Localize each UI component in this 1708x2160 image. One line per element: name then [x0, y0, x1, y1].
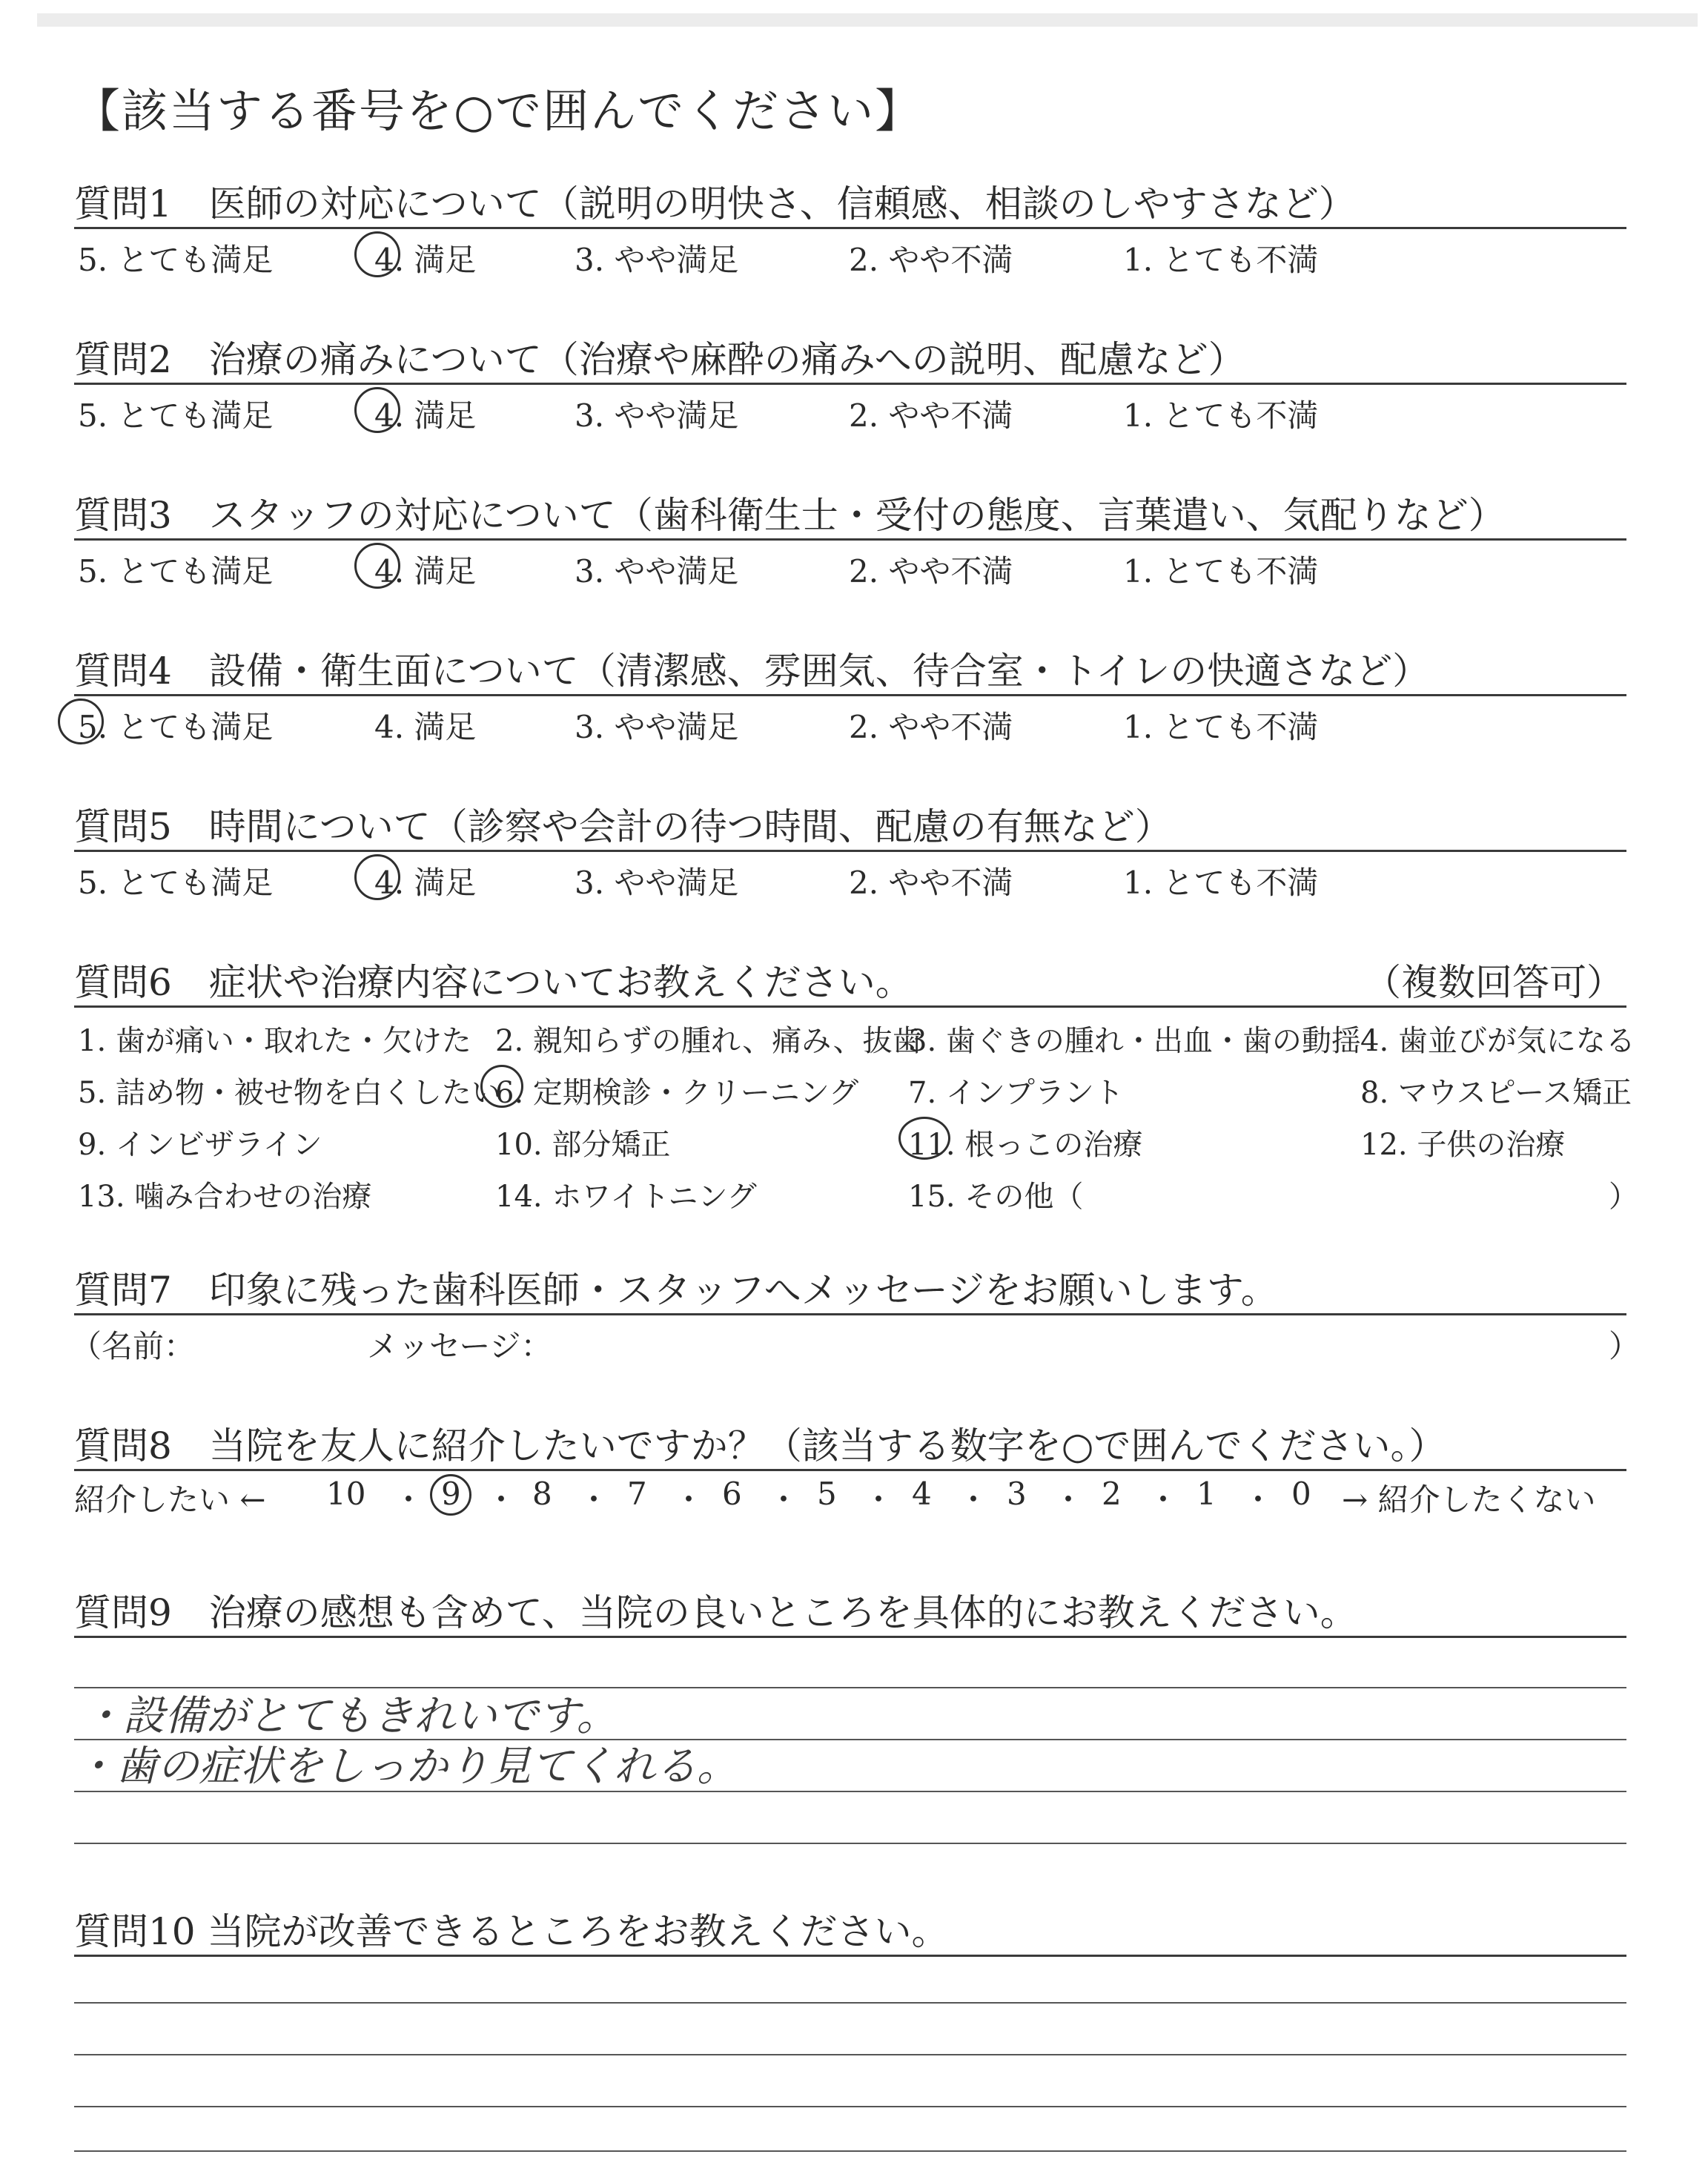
q3-title: 質問3 スタッフの対応について（歯科衛生士・受付の態度、言葉遣い、気配りなど）	[74, 494, 1506, 537]
q6-option-7[interactable]: 7. インプラント	[908, 1076, 1124, 1110]
q5-title: 質問5 時間について（診察や会計の待つ時間、配慮の有無など）	[74, 805, 1172, 848]
q8-scale-dot: ・	[673, 1482, 705, 1518]
q1-option-1[interactable]: 1. とても不満	[1123, 242, 1319, 278]
q8-scale-5[interactable]: 5	[817, 1476, 837, 1512]
q8-answer-circle	[430, 1474, 471, 1516]
q6-option-5[interactable]: 5. 詰め物・被せ物を白くしたい	[78, 1076, 501, 1110]
q3-answer-circle	[354, 543, 400, 589]
q6-option-9[interactable]: 9. インビザライン	[78, 1128, 322, 1162]
q3-option-5[interactable]: 5. とても満足	[78, 553, 274, 589]
q5-option-3[interactable]: 3. やや満足	[575, 865, 739, 901]
q2-rule	[74, 383, 1626, 385]
q8-scale-8[interactable]: 8	[532, 1476, 552, 1512]
q4-option-5[interactable]: 5. とても満足	[78, 709, 274, 745]
q1-title: 質問1 医師の対応について（説明の明快さ、信頼感、相談のしやすさなど）	[74, 182, 1356, 225]
q6-option-11[interactable]: 11. 根っこの治療	[908, 1128, 1143, 1162]
q2-option-3[interactable]: 3. やや満足	[575, 397, 739, 434]
q9-rule	[74, 1636, 1626, 1638]
q8-scale-0[interactable]: 0	[1291, 1476, 1311, 1512]
scan-edge	[37, 13, 1698, 27]
page-title: 【該当する番号を○で囲んでください】	[74, 84, 923, 138]
q8-scale-2[interactable]: 2	[1102, 1476, 1122, 1512]
q1-option-5[interactable]: 5. とても満足	[78, 242, 274, 278]
q2-option-2[interactable]: 2. やや不満	[849, 397, 1013, 434]
q5-option-4[interactable]: 4. 満足	[374, 865, 477, 901]
q10-title: 質問10 当院が改善できるところをお教えください。	[74, 1910, 949, 1953]
q5-rule	[74, 850, 1626, 852]
q1-rule	[74, 227, 1626, 229]
q7-message-label: メッセージ：	[367, 1328, 552, 1364]
q10-rule	[74, 1955, 1626, 1957]
q5-answer-circle	[354, 854, 400, 900]
q6-option-4[interactable]: 4. 歯並びが気になる	[1360, 1024, 1635, 1058]
q8-scale-10[interactable]: 10	[326, 1476, 366, 1512]
q2-option-4[interactable]: 4. 満足	[374, 397, 477, 434]
q7-close-paren: ）	[1609, 1328, 1641, 1364]
q6-title: 質問6 症状や治療内容についてお教えください。	[74, 961, 913, 1004]
q8-scale-6[interactable]: 6	[722, 1476, 742, 1512]
q4-answer-circle	[58, 698, 104, 744]
q8-scale-dot: ・	[1242, 1482, 1274, 1518]
q2-option-5[interactable]: 5. とても満足	[78, 397, 274, 434]
q8-scale-dot: ・	[486, 1482, 517, 1518]
q9-answer-1: ・設備がとてもきれいです。	[82, 1692, 618, 1740]
q10-answer-line	[74, 2150, 1626, 2152]
q6-option-1[interactable]: 1. 歯が痛い・取れた・欠けた	[78, 1024, 471, 1058]
q10-answer-line	[74, 2106, 1626, 2107]
q4-title: 質問4 設備・衛生面について（清潔感、雰囲気、待合室・トイレの快適さなど）	[74, 650, 1430, 693]
q8-title: 質問8 当院を友人に紹介したいですか？（該当する数字を○で囲んでください。）	[74, 1424, 1446, 1467]
q4-option-2[interactable]: 2. やや不満	[849, 709, 1013, 745]
q6-option-8[interactable]: 8. マウスピース矯正	[1360, 1076, 1632, 1110]
q8-scale-1[interactable]: 1	[1196, 1476, 1217, 1512]
q8-scale-9[interactable]: 9	[441, 1476, 461, 1512]
q6-option-2[interactable]: 2. 親知らずの腫れ、痛み、抜歯	[495, 1024, 922, 1058]
q5-option-5[interactable]: 5. とても満足	[78, 865, 274, 901]
q6-option-3[interactable]: 3. 歯ぐきの腫れ・出血・歯の動揺	[908, 1024, 1361, 1058]
q4-option-1[interactable]: 1. とても不満	[1123, 709, 1319, 745]
q3-option-2[interactable]: 2. やや不満	[849, 553, 1013, 589]
q1-option-3[interactable]: 3. やや満足	[575, 242, 739, 278]
q6-other-close: ）	[1609, 1180, 1638, 1214]
q4-option-3[interactable]: 3. やや満足	[575, 709, 739, 745]
q8-scale-dot: ・	[578, 1482, 610, 1518]
q1-option-2[interactable]: 2. やや不満	[849, 242, 1013, 278]
q8-scale-dot: ・	[863, 1482, 895, 1518]
q8-scale-dot: ・	[1053, 1482, 1085, 1518]
q7-rule	[74, 1313, 1626, 1315]
q10-answer-line	[74, 2002, 1626, 2004]
q5-option-1[interactable]: 1. とても不満	[1123, 865, 1319, 901]
q10-answer-line	[74, 2054, 1626, 2055]
q6-multiple-note: （複数回答可）	[1364, 961, 1623, 1004]
q9-answer-2: ・歯の症状をしっかり見てくれる。	[74, 1743, 738, 1791]
q8-scale-dot: ・	[768, 1482, 800, 1518]
q8-scale-3[interactable]: 3	[1007, 1476, 1027, 1512]
q2-option-1[interactable]: 1. とても不満	[1123, 397, 1319, 434]
q7-name-label: （名前：	[70, 1328, 196, 1364]
q4-option-4[interactable]: 4. 満足	[374, 709, 477, 745]
q8-left-label: 紹介したい ←	[74, 1482, 266, 1518]
q6-answer-circle-11	[898, 1117, 950, 1160]
q7-title: 質問7 印象に残った歯科医師・スタッフへメッセージをお願いします。	[74, 1269, 1278, 1312]
q6-option-12[interactable]: 12. 子供の治療	[1360, 1128, 1566, 1162]
q6-answer-circle-6	[480, 1065, 523, 1108]
q1-option-4[interactable]: 4. 満足	[374, 242, 477, 278]
q8-scale-7[interactable]: 7	[627, 1476, 647, 1512]
q6-option-10[interactable]: 10. 部分矯正	[495, 1128, 671, 1162]
q6-option-6[interactable]: 6. 定期検診・クリーニング	[495, 1076, 859, 1110]
q3-option-3[interactable]: 3. やや満足	[575, 553, 739, 589]
q6-option-15[interactable]: 15. その他（	[908, 1180, 1084, 1214]
q3-rule	[74, 538, 1626, 541]
q4-rule	[74, 694, 1626, 696]
q8-right-label: → 紹介したくない	[1342, 1482, 1596, 1518]
q2-answer-circle	[354, 387, 400, 433]
q1-answer-circle	[354, 231, 400, 277]
q3-option-1[interactable]: 1. とても不満	[1123, 553, 1319, 589]
q8-scale-dot: ・	[1148, 1482, 1179, 1518]
q9-title: 質問9 治療の感想も含めて、当院の良いところを具体的にお教えください。	[74, 1591, 1357, 1634]
q6-option-13[interactable]: 13. 噛み合わせの治療	[78, 1180, 372, 1214]
q9-answer-line	[74, 1843, 1626, 1844]
q8-scale-dot: ・	[958, 1482, 990, 1518]
q8-rule	[74, 1469, 1626, 1471]
q6-rule	[74, 1005, 1626, 1008]
q6-option-14[interactable]: 14. ホワイトニング	[495, 1180, 757, 1214]
q5-option-2[interactable]: 2. やや不満	[849, 865, 1013, 901]
q8-scale-4[interactable]: 4	[912, 1476, 932, 1512]
q8-scale-dot: ・	[393, 1482, 425, 1518]
q3-option-4[interactable]: 4. 満足	[374, 553, 477, 589]
q2-title: 質問2 治療の痛みについて（治療や麻酔の痛みへの説明、配慮など）	[74, 338, 1245, 381]
